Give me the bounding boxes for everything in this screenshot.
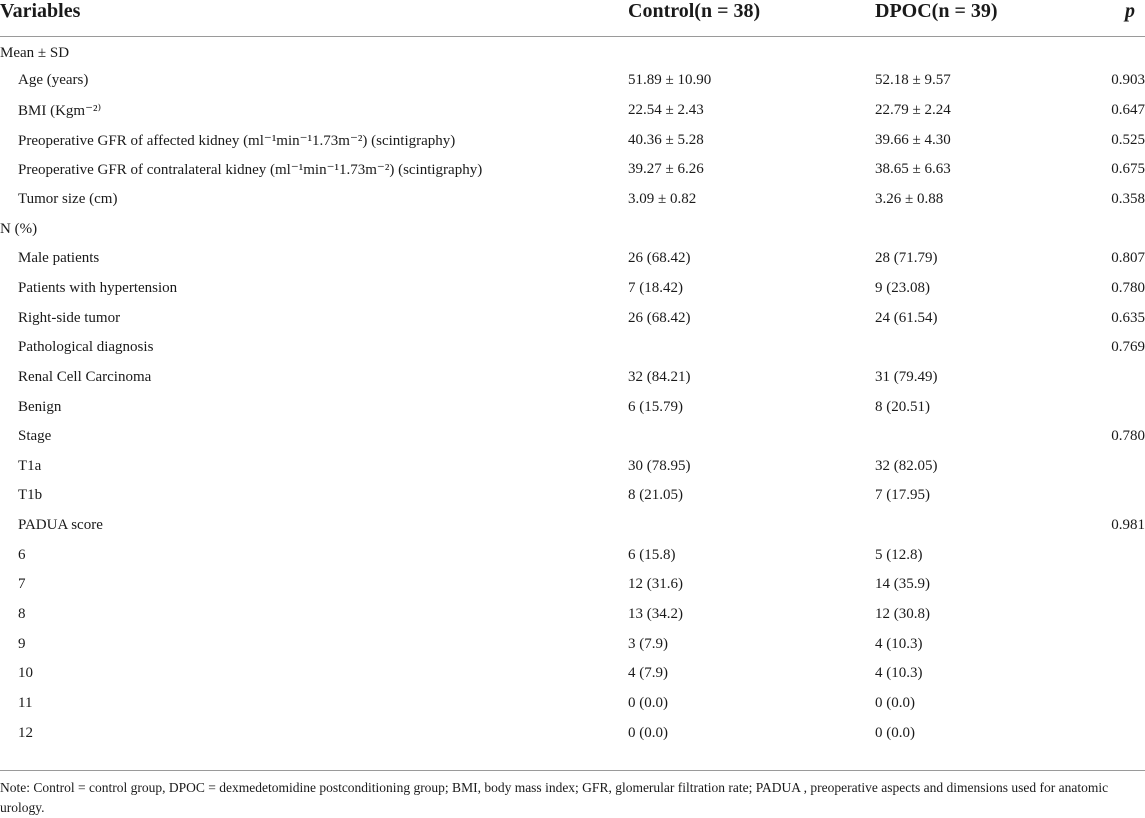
table-row — [0, 600, 1145, 630]
row-label: Patients with hypertension — [18, 279, 178, 296]
table-row — [0, 570, 1145, 600]
control-value: 6 (15.8) — [628, 546, 676, 563]
table-row — [0, 303, 1145, 333]
row-label: T1a — [18, 457, 42, 474]
row-label: 7 — [18, 576, 26, 593]
table-row — [0, 214, 1145, 244]
dpoc-value — [875, 214, 1097, 244]
header-row — [0, 0, 1145, 37]
control-value — [628, 511, 875, 541]
p-value — [1097, 689, 1145, 719]
dpoc-value: 4 (10.3) — [875, 665, 923, 682]
row-label: T1b — [18, 487, 43, 504]
dpoc-value: 38.65 ± 6.63 — [875, 161, 951, 178]
table-row — [0, 274, 1145, 304]
header-control: Control(n = 38) — [628, 0, 875, 37]
control-value: 30 (78.95) — [628, 457, 691, 474]
control-value: 26 (68.42) — [628, 309, 691, 326]
row-label: Mean ± SD — [0, 45, 70, 62]
dpoc-value — [875, 37, 1097, 67]
p-value: 0.780 — [1111, 279, 1145, 296]
control-value: 4 (7.9) — [628, 665, 668, 682]
dpoc-value: 7 (17.95) — [875, 487, 930, 504]
row-label: BMI (Kgm⁻²⁾ — [18, 103, 102, 120]
dpoc-value: 5 (12.8) — [875, 546, 923, 563]
row-label: Pathological diagnosis — [18, 339, 154, 356]
table-row — [0, 333, 1145, 363]
row-label: Preoperative GFR of contralateral kidney (ml⁻¹min⁻¹1.73m⁻²) (scintigraphy) — [18, 162, 483, 179]
table-row — [0, 689, 1145, 719]
dpoc-value: 24 (61.54) — [875, 309, 938, 326]
control-value: 32 (84.21) — [628, 368, 691, 385]
row-label: 9 — [18, 635, 26, 652]
table-row — [0, 629, 1145, 659]
header-p-value: p — [1097, 0, 1145, 37]
p-value — [1097, 600, 1145, 630]
p-value: 0.635 — [1111, 309, 1145, 326]
dpoc-value — [875, 511, 1097, 541]
table-row — [0, 125, 1145, 155]
table-row — [0, 96, 1145, 126]
p-value — [1097, 540, 1145, 570]
table-note: Note: Control = control group, DPOC = dexmedetomidine postconditioning group; BMI, body mass index; GFR, glomerular filtration rate; PADUA , preoperative aspects and dimensions used for anatomic urology. — [0, 780, 1109, 815]
table-row — [0, 718, 1145, 748]
p-value: 0.981 — [1111, 517, 1145, 534]
table-row — [0, 481, 1145, 511]
dpoc-value — [875, 333, 1097, 363]
row-label: 11 — [18, 694, 33, 711]
dpoc-value: 28 (71.79) — [875, 250, 938, 267]
table-row — [0, 37, 1145, 67]
control-value — [628, 422, 875, 452]
control-value: 13 (34.2) — [628, 605, 683, 622]
p-value — [1097, 570, 1145, 600]
table-row — [0, 185, 1145, 215]
control-value: 3 (7.9) — [628, 635, 668, 652]
p-value — [1097, 481, 1145, 511]
p-value — [1097, 451, 1145, 481]
control-value: 12 (31.6) — [628, 576, 683, 593]
row-label: 12 — [18, 724, 33, 741]
p-value: 0.769 — [1111, 339, 1145, 356]
p-value — [1097, 392, 1145, 422]
table-row — [0, 244, 1145, 274]
control-value — [628, 214, 875, 244]
row-label: Male patients — [18, 250, 100, 267]
table-header — [0, 0, 1145, 37]
p-value: 0.780 — [1111, 428, 1145, 445]
p-value: 0.807 — [1111, 250, 1145, 267]
row-label: Benign — [18, 398, 62, 415]
control-value: 22.54 ± 2.43 — [628, 102, 704, 119]
header-variables: Variables — [0, 0, 628, 37]
p-value — [1097, 629, 1145, 659]
dpoc-value: 22.79 ± 2.24 — [875, 102, 951, 119]
control-value: 40.36 ± 5.28 — [628, 131, 704, 148]
row-label: PADUA score — [18, 517, 103, 534]
control-value — [628, 333, 875, 363]
table-body — [0, 37, 1145, 748]
control-value: 7 (18.42) — [628, 279, 683, 296]
row-label: Age (years) — [18, 72, 89, 89]
dpoc-value: 32 (82.05) — [875, 457, 938, 474]
control-value — [628, 37, 875, 67]
row-label: Renal Cell Carcinoma — [18, 368, 152, 385]
p-value — [1097, 214, 1145, 244]
table-row — [0, 540, 1145, 570]
dpoc-value: 52.18 ± 9.57 — [875, 72, 951, 89]
control-value: 51.89 ± 10.90 — [628, 72, 712, 89]
control-value: 26 (68.42) — [628, 250, 691, 267]
dpoc-value: 9 (23.08) — [875, 279, 930, 296]
control-value: 0 (0.0) — [628, 724, 668, 741]
p-value: 0.647 — [1111, 102, 1145, 119]
dpoc-value: 0 (0.0) — [875, 694, 915, 711]
control-value: 0 (0.0) — [628, 694, 668, 711]
p-value — [1097, 659, 1145, 689]
p-value — [1097, 37, 1145, 67]
table-row — [0, 66, 1145, 96]
p-value: 0.903 — [1111, 72, 1145, 89]
table-row — [0, 451, 1145, 481]
table-row — [0, 155, 1145, 185]
p-value: 0.358 — [1111, 191, 1145, 208]
p-value: 0.525 — [1111, 131, 1145, 148]
dpoc-value: 3.26 ± 0.88 — [875, 191, 944, 208]
row-label: 10 — [18, 665, 33, 682]
row-label: Right-side tumor — [18, 309, 121, 326]
row-label: N (%) — [0, 220, 38, 237]
dpoc-value: 0 (0.0) — [875, 724, 915, 741]
row-label: Preoperative GFR of affected kidney (ml⁻¹min⁻¹1.73m⁻²) (scintigraphy) — [18, 132, 456, 149]
row-label: Stage — [18, 428, 52, 445]
table-row — [0, 422, 1145, 452]
dpoc-value — [875, 422, 1097, 452]
table-bottom-rule — [0, 770, 1145, 771]
table-row — [0, 392, 1145, 422]
row-label: 8 — [18, 605, 26, 622]
control-value: 8 (21.05) — [628, 487, 683, 504]
control-value: 6 (15.79) — [628, 398, 683, 415]
row-label: Tumor size (cm) — [18, 191, 118, 208]
p-value — [1097, 718, 1145, 748]
dpoc-value: 14 (35.9) — [875, 576, 930, 593]
control-value: 39.27 ± 6.26 — [628, 161, 704, 178]
control-value: 3.09 ± 0.82 — [628, 191, 697, 208]
p-value — [1097, 363, 1145, 393]
dpoc-value: 12 (30.8) — [875, 605, 930, 622]
table-row — [0, 659, 1145, 689]
dpoc-value: 39.66 ± 4.30 — [875, 131, 951, 148]
dpoc-value: 31 (79.49) — [875, 368, 938, 385]
dpoc-value: 8 (20.51) — [875, 398, 930, 415]
dpoc-value: 4 (10.3) — [875, 635, 923, 652]
row-label: 6 — [18, 546, 26, 563]
p-value: 0.675 — [1111, 161, 1145, 178]
table-row — [0, 511, 1145, 541]
table-row — [0, 363, 1145, 393]
header-dpoc: DPOC(n = 39) — [875, 0, 1097, 37]
